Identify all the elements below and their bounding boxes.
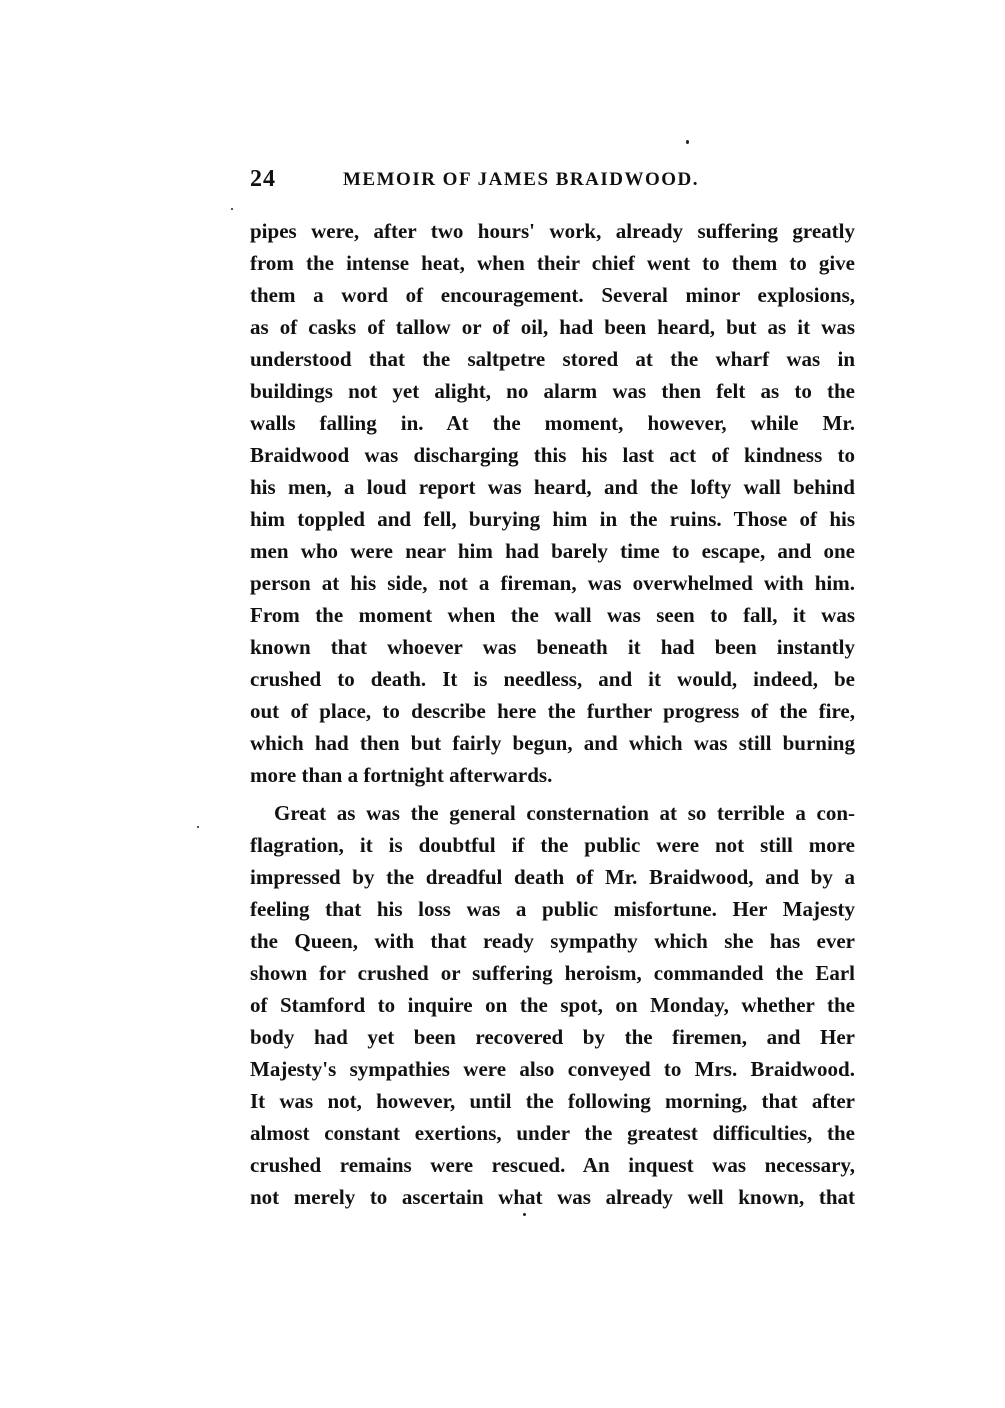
text-line: walls falling in. At the moment, however, while Mr. xyxy=(250,411,855,435)
text-line: men who were near him had barely time to escape, and one xyxy=(250,539,855,563)
text-line: him toppled and fell, burying him in the ruins. Those of his xyxy=(250,507,855,531)
text-line: person at his side, not a fireman, was overwhelmed with him. xyxy=(250,571,855,595)
scan-speck xyxy=(231,208,233,210)
text-line: buildings not yet alight, no alarm was then felt as to the xyxy=(250,379,855,403)
text-line: Braidwood was discharging this his last act of kindness to xyxy=(250,443,855,467)
text-line: them a word of encouragement. Several minor explosions, xyxy=(250,283,855,307)
text-line: from the intense heat, when their chief went to them to give xyxy=(250,251,855,275)
text-line: his men, a loud report was heard, and the lofty wall behind xyxy=(250,475,855,499)
text-line: which had then but fairly begun, and which was still burning xyxy=(250,731,855,755)
text-line: feeling that his loss was a public misfortune. Her Majesty xyxy=(250,897,855,921)
text-line: of Stamford to inquire on the spot, on Monday, whether the xyxy=(250,993,855,1017)
text-line: flagration, it is doubtful if the public were not still more xyxy=(250,833,855,857)
text-line: the Queen, with that ready sympathy which she has ever xyxy=(250,929,855,953)
text-line: From the moment when the wall was seen to fall, it was xyxy=(250,603,855,627)
text-line: almost constant exertions, under the greatest difficulties, the xyxy=(250,1121,855,1145)
scan-speck xyxy=(523,1213,526,1216)
text-line: shown for crushed or suffering heroism, commanded the Earl xyxy=(250,961,855,985)
page-number: 24 xyxy=(250,166,276,192)
paragraph-1 xyxy=(250,215,855,791)
text-line: not merely to ascertain what was already well known, that xyxy=(250,1185,855,1209)
text-line: pipes were, after two hours' work, already suffering greatly xyxy=(250,219,855,243)
text-line: out of place, to describe here the further progress of the fire, xyxy=(250,699,855,723)
text-line: Great as was the general consternation at so terrible a con- xyxy=(274,801,855,825)
text-line: known that whoever was beneath it had been instantly xyxy=(250,635,855,659)
text-line: understood that the saltpetre stored at the wharf was in xyxy=(250,347,855,371)
text-line: crushed to death. It is needless, and it would, indeed, be xyxy=(250,667,855,691)
running-head xyxy=(250,166,855,200)
text-line: It was not, however, until the following morning, that after xyxy=(250,1089,855,1113)
paragraph-2 xyxy=(250,797,855,1213)
text-line: more than a fortnight afterwards. xyxy=(250,763,553,787)
text-line: crushed remains were rescued. An inquest was necessary, xyxy=(250,1153,855,1177)
scan-speck xyxy=(686,140,689,144)
running-title: MEMOIR OF JAMES BRAIDWOOD. xyxy=(343,169,700,190)
text-line: Majesty's sympathies were also conveyed to Mrs. Braidwood. xyxy=(250,1057,855,1081)
text-line: body had yet been recovered by the firemen, and Her xyxy=(250,1025,855,1049)
text-line: impressed by the dreadful death of Mr. Braidwood, and by a xyxy=(250,865,855,889)
body-text xyxy=(250,215,855,1213)
text-line: as of casks of tallow or of oil, had been heard, but as it was xyxy=(250,315,855,339)
scan-speck xyxy=(197,826,199,828)
